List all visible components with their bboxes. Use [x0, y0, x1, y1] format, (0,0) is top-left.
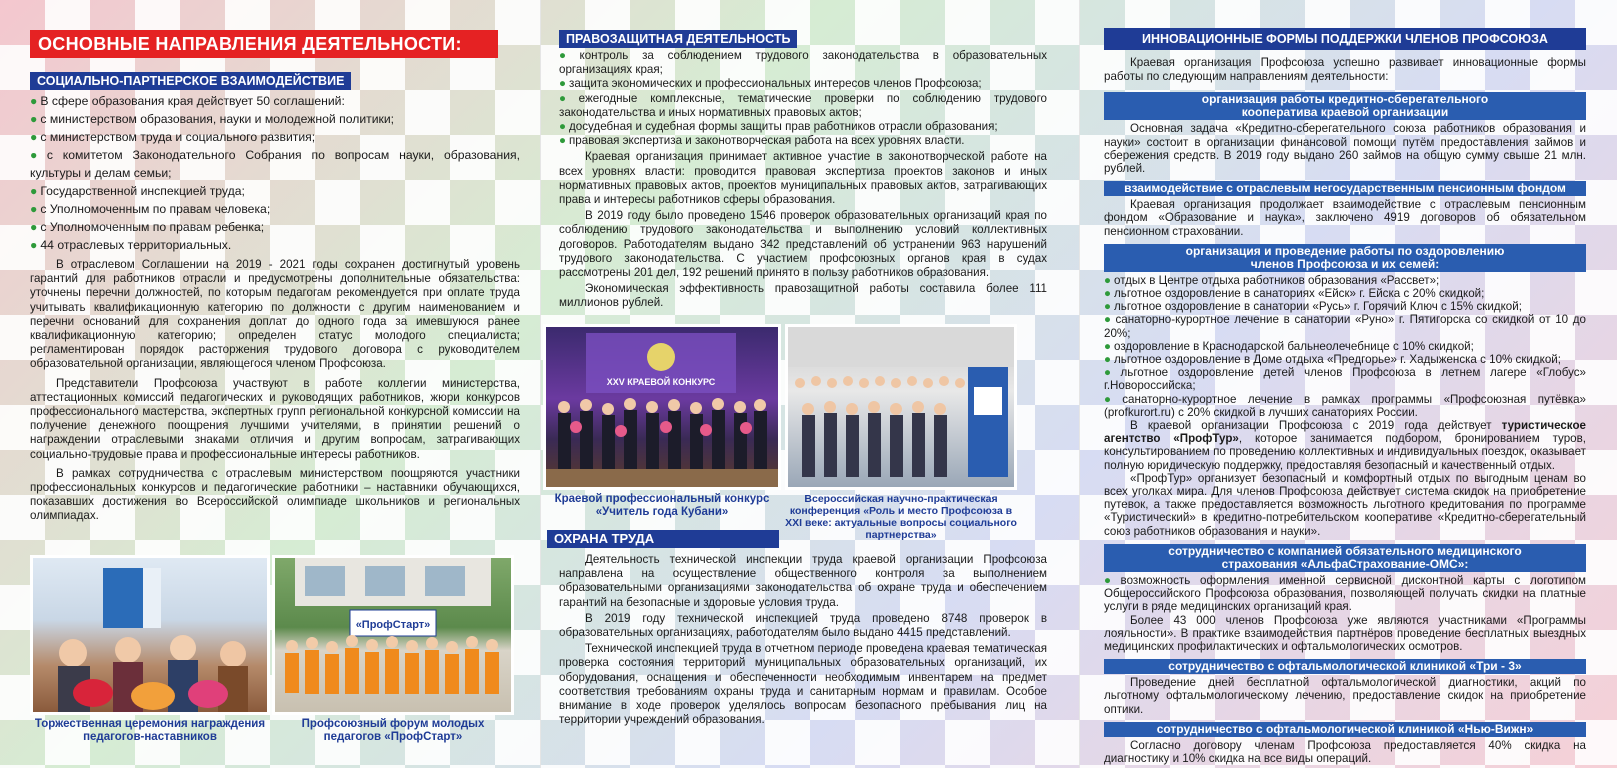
pension-block	[1104, 181, 1586, 238]
innovation-intro: Краевая организация Профсоюза успешно развивает инновационные формы работы по следующим направлениям деятельности:	[1104, 56, 1586, 84]
labor-safety-header: ОХРАНА ТРУДА	[547, 530, 779, 548]
list-item: ● льготное оздоровление детей членов Профсоюза в летнем лагере «Глобус» г.Новороссийска;	[1104, 366, 1586, 393]
list-item: ● В сфере образования края действует 50 соглашений:	[30, 94, 345, 108]
list-item: ● с Уполномоченным по правам ребенка;	[30, 220, 265, 234]
list-item: ● с министерством труда и социального развития;	[30, 130, 316, 144]
credit-block	[1104, 92, 1586, 175]
agreements-list	[30, 92, 520, 254]
new-vision-header: сотрудничество с офтальмологической клиникой «Нью-Вижн»	[1104, 722, 1586, 737]
conference-illustration	[788, 327, 1014, 487]
column-legal-protection	[540, 0, 1080, 768]
profstart-forum-illustration	[275, 558, 511, 712]
proftour-paragraph: В краевой организации Профсоюза с 2019 года действует туристическое агентство «ПрофТур», которое занимается подбором, бронированием туров, консультированием по проведению коллективных и индивидуальных поездок, оказывает полную юридическую поддержку, предоставляя безопасный и качественный отдых.	[1104, 419, 1587, 472]
insurance-text: Более 43 000 членов Профсоюза уже являются участниками «Программы лояльности». В практике взаимодействия партнёров проведение бесплатных выездных медицинских профилактических и офтальмологических осмотров.	[1104, 613, 1586, 653]
list-item: ● с комитетом Законодательного Собрания по вопросам науки, образования, культуры и делам семьи;	[30, 148, 520, 180]
insurance-list	[1104, 574, 1586, 614]
list-item: ● с Уполномоченным по правам человека;	[30, 202, 271, 216]
award-ceremony-photo	[30, 555, 270, 715]
list-item: ● льготное оздоровление в санаториях «Ейск» г. Ейска с 20% скидкой;	[1104, 287, 1485, 301]
insurance-header: сотрудничество с компанией обязательного медицинского страхования «АльфаСтрахование-ОМС»:	[1104, 544, 1586, 572]
innovation-header: ИННОВАЦИОННЫЕ ФОРМЫ ПОДДЕРЖКИ ЧЛЕНОВ ПРОФСОЮЗА	[1104, 28, 1586, 50]
tri-z-header: сотрудничество с офтальмологической клиникой «Три - 3»	[1104, 659, 1586, 674]
labor-safety-paragraph-3: Технической инспекцией труда в отчетном периоде проведена краевая тематическая проверка состояния территорий муниципальных образовательных организаций, их оборудования, оснащения и обеспеченности необходимым инвентарем на предмет соответствия требованиям охраны труда и санитарным нормам и правилам. Особое внимание в ходе проверок уделялось вопросам безопасного пребывания лиц на территории учреждений образования.	[559, 642, 1047, 727]
column-innovative-support	[1082, 0, 1617, 768]
list-item: ● досудебная и судебная формы защиты прав работников отрасли образования;	[559, 120, 998, 134]
new-vision-text: Согласно договору членам Профсоюза предоставляется 40% скидка на диагностику и 10% скидка на все виды операций.	[1104, 738, 1586, 765]
inspections-paragraph: В 2019 году было проведено 1546 проверок образовательных организаций края по соблюдению трудового законодательства и выполнению условий коллективных договоров. Работодателям выдано 342 представлений об устранении 963 нарушений трудового законодательства. С участием профсоюзных органов края в судах рассмотрены 201 дел, 192 решений принято в пользу работников образования.	[559, 209, 1047, 280]
list-item: ● санаторно-курортное лечение в санатории «Руно» г. Пятигорска со скидкой от 10 до 20%;	[1104, 313, 1586, 340]
award-ceremony-illustration	[33, 558, 267, 712]
column-social-partnership	[0, 0, 538, 768]
proftour-paragraph-2: «ПрофТур» организует безопасный и комфортный отдых по выгодным ценам во всех уголках мира. Для членов Профсоюза действует система скидок на приобретение путевок, а также предоставляется возможность льготного кредитования по программе «Туристический» в кредитно-потребительском кооперативе «Кредитно-сберегательный союз работников образования и науки».	[1104, 471, 1586, 538]
labor-safety-section	[559, 553, 1047, 727]
list-item: ● отдых в Центре отдыха работников образования «Рассвет»;	[1104, 273, 1440, 287]
conference-photo	[785, 324, 1017, 490]
legal-section	[559, 30, 1047, 311]
profstart-forum-caption: Профсоюзный форум молодых педагогов «ПрофСтарт»	[301, 718, 485, 743]
health-list	[1104, 274, 1586, 419]
profstart-banner-text: «ПрофСтарт»	[355, 619, 431, 631]
list-item: ● возможность оформления именной сервисной дисконтной карты с логотипом Общероссийского Профсоюза образования, позволяющей получать скидки на платные услуги в ряде медицинских организаций края.	[1104, 573, 1586, 614]
list-item: ● санаторно-курортное лечение в рамках программы «Профсоюзная путёвка» (profkurort.ru) с 20% скидкой в лучших санаториях России.	[1104, 392, 1586, 419]
health-header: организация и проведение работы по оздоровлению членов Профсоюза и их семей:	[1104, 244, 1586, 272]
labor-safety-header-wrap	[547, 530, 779, 548]
lawmaking-paragraph: Краевая организация принимает активное участие в законотворческой работе на всех уровнях власти: проводится правовая экспертиза проектов законов и иных нормативных правовых актов, проектов муниципальных правовых актов, затрагивающих права и интересы работников сферы образования.	[559, 150, 1047, 207]
tri-z-block	[1104, 659, 1586, 716]
conference-caption: Всероссийская научно-практическая конференция «Роль и место Профсоюза в XXI веке: актуальные вопросы социального партнерства»	[785, 493, 1017, 541]
list-item: ● защита экономических и профессиональных интересов членов Профсоюза;	[559, 77, 982, 91]
list-item: ● правовая экспертиза и законотворческая работа на всех уровнях власти.	[559, 134, 965, 148]
list-item: ● ежегодные комплексные, тематические проверки по соблюдению трудового законодательства и иных нормативных правовых актов;	[559, 91, 1047, 119]
profstart-forum-photo	[272, 555, 514, 715]
credit-text: Основная задача «Кредитно-сберегательного союза работников образования и науки» состоит в организации финансовой помощи путём предоставления займов и сбережения средств. В 2019 году выдано 260 займов на общую сумму свыше 21 млн. рублей.	[1104, 122, 1586, 176]
cooperation-paragraph: В рамках сотрудничества с отраслевым министерством поощряются участники профессиональных конкурсов и педагогические работники – наставники обучающихся, показавших достижения во Всероссийской олимпиаде школьников и региональных олимпиадах.	[30, 466, 520, 523]
teacher-contest-caption: Краевой профессиональный конкурс «Учитель года Кубани»	[554, 493, 770, 518]
teacher-contest-illustration	[546, 327, 778, 487]
representatives-paragraph: Представители Профсоюза участвуют в работе коллегии министерства, аттестационных комиссий педагогических и руководящих работников, жюри конкурсов профессионального мастерства, экспертных групп региональной конкурсной комиссии на получение денежного поощрения лучшими учителями, в принятии решений о награждении отраслевыми знаками отличия и другим вопросам, затрагивающих социально-трудовые права и профессиональные интересы работников.	[30, 376, 520, 461]
main-title: ОСНОВНЫЕ НАПРАВЛЕНИЯ ДЕЯТЕЛЬНОСТИ:	[30, 30, 498, 58]
agreement-paragraph: В отраслевом Соглашении на 2019 - 2021 годы сохранен достигнутый уровень гарантий для работников отрасли и предусмотрены дополнительные обязательства: уточнены перечни должностей, по которым педагогам рекомендуется при оплате труда учитывать квалификационную категорию по должности с другим наименованием и перечни оснований для сохранения доплат до одного года за имевшуюся ранее квалификационную категорию; определен статус молодого специалиста; регламентирован порядок расторжения трудового договора с руководителем образовательной организации, являющегося членом Профсоюза.	[30, 258, 520, 371]
insurance-block	[1104, 544, 1586, 653]
list-item: ● Государственной инспекцией труда;	[30, 184, 245, 198]
list-item: ● контроль за соблюдением трудового законодательства в образовательных организациях края;	[559, 49, 1047, 77]
health-block	[1104, 244, 1586, 538]
list-item: ● с министерством образования, науки и молодежной политики;	[30, 112, 395, 126]
credit-header: организация работы кредитно-сберегательного кооператива краевой организации	[1104, 92, 1586, 120]
list-item: ● оздоровление в Краснодарской бальнеолечебнице с 10% скидкой;	[1104, 339, 1474, 353]
list-item: ● льготное оздоровление в Доме отдыха «Предгорье» г. Хадыженска с 10% скидкой;	[1104, 353, 1562, 367]
social-section	[30, 72, 520, 524]
pension-header: взаимодействие с отраслевым негосударственным пенсионным фондом	[1104, 181, 1586, 196]
social-header: СОЦИАЛЬНО-ПАРТНЕРСКОЕ ВЗАИМОДЕЙСТВИЕ	[30, 72, 351, 90]
legal-header: ПРАВОЗАЩИТНАЯ ДЕЯТЕЛЬНОСТЬ	[559, 30, 797, 48]
award-ceremony-caption: Торжественная церемония награждения педагогов-наставников	[34, 718, 266, 743]
innovation-section	[1104, 28, 1586, 765]
list-item: ● 44 отраслевых территориальных.	[30, 238, 232, 252]
contest-stage-text: XXV КРАЕВОЙ КОНКУРС	[606, 377, 716, 387]
pension-text: Краевая организация продолжает взаимодействие с отраслевым пенсионным фондом «Образование и наука», заключено 4919 договоров об обязательном пенсионном страховании.	[1104, 198, 1586, 238]
teacher-contest-photo	[543, 324, 781, 490]
tri-z-text: Проведение дней бесплатной офтальмологической диагностики, акций по льготному офтальмологическому лечению, предоставление скидок на приобретение оптики.	[1104, 676, 1586, 716]
new-vision-block	[1104, 722, 1586, 765]
labor-safety-paragraph-1: Деятельность технической инспекции труда краевой организации Профсоюза направлена на осуществление общественного контроля за выполнением образовательными организациями законодательства об охране труда и обеспечением гарантий на безопасные и здоровые условия труда.	[559, 553, 1047, 609]
list-item: ● льготное оздоровление в санатории «Русь» г. Горячий Ключ с 15% скидкой;	[1104, 300, 1522, 314]
legal-list	[559, 49, 1047, 148]
efficiency-paragraph: Экономическая эффективность правозащитной работы составила более 111 миллионов рублей.	[559, 282, 1047, 310]
labor-safety-paragraph-2: В 2019 году технической инспекцией труда проведено 8748 проверок в образовательных организациях, работодателям было выдано 4415 представлений.	[559, 611, 1047, 640]
